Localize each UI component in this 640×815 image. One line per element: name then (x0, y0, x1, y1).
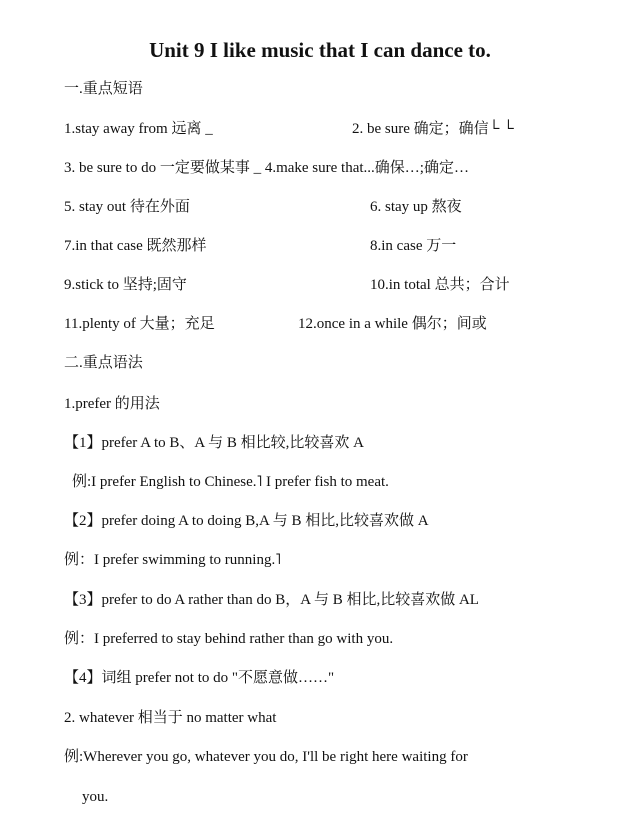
prefer-rule-3: 【3】prefer to do A rather than do B，A 与 B 相比,比较喜欢做 AL (64, 592, 479, 608)
phrase-10: 10.in total 总共；合计 (370, 277, 510, 293)
grammar-prefer-title: 1.prefer 的用法 (64, 396, 160, 412)
phrase-9: 9.stick to 坚持;固守 (64, 277, 187, 293)
page-title: Unit 9 I like music that I can dance to. (149, 38, 491, 62)
phrase-row-3 (64, 196, 462, 218)
phrase-12: 12.once in a while 偶尔；间或 (298, 316, 487, 332)
phrase-5: 5. stay out 待在外面 (64, 199, 190, 215)
prefer-example-2: 例：I prefer swimming to running.˥ (64, 552, 281, 568)
phrase-7: 7.in that case 既然那样 (64, 238, 207, 254)
phrase-6: 6. stay up 熬夜 (370, 199, 462, 215)
section-heading-phrases: 一.重点短语 (64, 81, 143, 97)
phrase-11: 11.plenty of 大量；充足 (64, 316, 215, 332)
whatever-example-line-1: 例:Wherever you go, whatever you do, I'll be right here waiting for (64, 749, 468, 765)
phrase-2: 2. be sure 确定；确信└ └ (352, 121, 514, 137)
whatever-example-line-2: you. (82, 789, 109, 805)
section-heading-grammar: 二.重点语法 (64, 355, 143, 371)
phrase-1: 1.stay away from 远离 _ (64, 121, 213, 137)
phrase-8: 8.in case 万一 (370, 238, 457, 254)
phrase-row-1 (64, 118, 514, 140)
grammar-whatever-title: 2. whatever 相当于 no matter what (64, 710, 277, 726)
prefer-rule-4: 【4】词组 prefer not to do "不愿意做……" (64, 670, 335, 686)
prefer-example-1: 例:I prefer English to Chinese.˥ I prefer fish to meat. (72, 474, 389, 490)
phrase-row-6 (64, 313, 487, 335)
prefer-example-3: 例：I preferred to stay behind rather than go with you. (64, 631, 394, 647)
phrase-3-4: 3. be sure to do 一定要做某事 _ 4.make sure that...确保…;确定… (64, 160, 469, 176)
phrase-row-2 (64, 157, 469, 179)
prefer-rule-2: 【2】prefer doing A to doing B,A 与 B 相比,比较喜欢做 A (64, 513, 429, 529)
phrase-row-5 (64, 274, 510, 296)
phrase-row-4 (64, 235, 457, 257)
prefer-rule-1: 【1】prefer A to B、A 与 B 相比较,比较喜欢 A (64, 435, 364, 451)
